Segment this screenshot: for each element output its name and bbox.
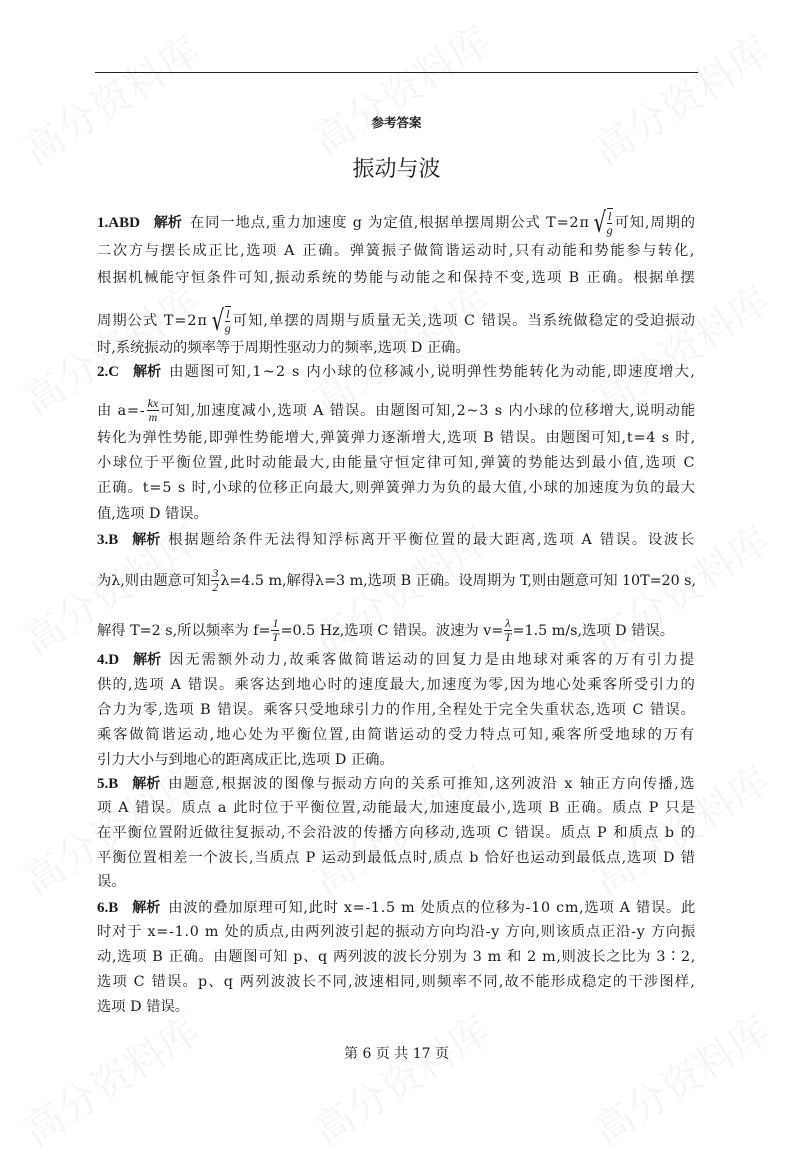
fraction-numerator: 1 (272, 616, 279, 630)
answer-1-line (97, 269, 696, 287)
analysis-label: 解析 (132, 532, 161, 548)
square-root-formula (591, 205, 614, 239)
text-run: λ=4.5 m,解得λ=3 m,选项 B 正确。设周期为 T,则由题意可知 10T=20 s, (220, 572, 696, 589)
watermark-text (11, 1000, 210, 1157)
answer-5-line (97, 799, 696, 817)
text-run: 在同一地点,重力加速度 g 为定值,根据单摆周期公式 T=2π (189, 214, 590, 231)
fraction-numerator: λ (505, 616, 511, 630)
answer-4-line (97, 726, 696, 744)
answer-6-line (97, 899, 696, 917)
answer-4-line (97, 651, 696, 669)
text-run: 因无需额外动力,故乘客做简谐运动的回复力是由地球对乘客的万有引力提 (169, 652, 696, 668)
answer-2-line (97, 454, 696, 472)
answer-6-line (97, 948, 696, 966)
text-run: 误。 (97, 874, 126, 890)
answer-2-line (97, 479, 696, 497)
text-run: 乘客做简谐运动,地心处为平衡位置,由简谐运动的受力特点可知,乘客所受地球的万有 (97, 727, 696, 743)
fraction-denominator: 2 (212, 580, 219, 594)
text-run: 可知,加速度减小,选项 A 错误。由题图可知,2~3 s 内小球的位移增大,说明动能 (160, 402, 696, 419)
answer-6-line (97, 998, 696, 1016)
text-run: 由题意,根据波的图像与振动方向的关系可推知,这列波沿 x 轴正方向传播,选 (168, 776, 696, 792)
answer-1-line (97, 303, 696, 337)
fraction-numerator: l (226, 307, 230, 321)
analysis-label: 解析 (153, 214, 182, 231)
text-run: 根据机械能守恒条件可知,振动系统的势能与动能之和保持不变,选项 B 正确。根据单摆 (97, 270, 696, 286)
answer-2-line (97, 429, 696, 447)
answer-number: 5.B (97, 776, 119, 792)
text-run: 时对于 x=-1.0 m 处的质点,由两列波引起的振动方向均沿-y 方向,则该质点正沿-y 方向振 (97, 924, 696, 940)
text-run: =1.5 m/s,选项 D 错误。 (512, 622, 675, 639)
fraction (271, 617, 279, 644)
fraction (147, 397, 160, 424)
fraction-denominator: T (504, 630, 512, 644)
text-run: 时,系统振动的频率等于周期性驱动力的频率,选项 D 正确。 (97, 340, 470, 356)
answer-5-line (97, 824, 696, 842)
section-subtitle: 参考答案 (371, 115, 422, 130)
answer-6-line (97, 973, 696, 991)
answer-4-line (97, 701, 696, 719)
text-run: 合力为零,选项 B 错误。乘客只受地球引力的作用,全程处于完全失重状态,选项 C 错误。 (97, 702, 696, 718)
text-run: 值,选项 D 错误。 (97, 506, 208, 522)
text-run: 动,选项 B 正确。由题图可知 p、q 两列波的波长分别为 3 m 和 2 m,则波长之比为 3∶2, (97, 949, 696, 965)
text-run: 根据题给条件无法得知浮标离开平衡位置的最大距离,选项 A 错误。设波长 (168, 532, 696, 548)
text-run: 二次方与摆长成正比,选项 A 正确。弹簧振子做简谐运动时,只有动能和势能参与转化, (97, 243, 696, 259)
text-run: 由 a=- (97, 402, 146, 419)
analysis-label: 解析 (132, 776, 161, 792)
watermark-text (581, 1000, 780, 1157)
fraction-numerator: l (607, 209, 612, 223)
answer-1-line (97, 205, 697, 239)
page-footer: 第 6 页 共 17 页 (344, 1046, 449, 1062)
answer-1-line (97, 339, 696, 357)
answer-number: 2.C (97, 364, 120, 380)
answer-4-line (97, 751, 696, 769)
fraction (211, 567, 219, 594)
fraction-numerator: 3 (212, 566, 219, 580)
answer-3-line (97, 617, 696, 644)
fraction-denominator: m (148, 410, 158, 424)
fraction-numerator: kx (147, 396, 159, 410)
text-run: 由题图可知,1~2 s 内小球的位移减小,说明弹性势能转化为动能,即速度增大, (169, 364, 696, 380)
answer-number: 1.ABD (97, 214, 140, 231)
radical-sign: √ (593, 205, 606, 239)
analysis-label: 解析 (133, 364, 162, 380)
answer-2-line (97, 505, 696, 523)
answer-5-line (97, 873, 696, 891)
answer-5-line (97, 775, 696, 793)
text-run: 小球位于平衡位置,此时动能最大,由能量守恒定律可知,弹簧的势能达到最小值,选项 C (97, 455, 696, 471)
answer-6-line (97, 923, 696, 941)
text-run: 选项 C 错误。p、q 两列波波长不同,波速相同,则频率不同,故不能形成稳定的干涉图样, (97, 974, 696, 990)
fraction (504, 617, 511, 644)
text-run: 可知,单摆的周期与质量无关,选项 C 错误。当系统做稳定的受迫振动 (232, 312, 696, 329)
answer-number: 4.D (97, 652, 120, 668)
fraction-denominator: g (606, 223, 613, 237)
answer-number: 6.B (97, 900, 119, 916)
page-title: 振动与波 (352, 157, 441, 182)
text-run: 在平衡位置附近做往复振动,不会沿波的传播方向移动,选项 C 错误。质点 P 和质点 b 的 (97, 825, 696, 841)
fraction (225, 306, 231, 335)
watermark-text (301, 10, 500, 167)
text-run: 周期公式 T=2π (97, 312, 208, 329)
text-run: 平衡位置相差一个波长,当质点 P 运动到最低点时,质点 b 恰好也运动到最低点,选项 D 错 (97, 850, 696, 866)
header-rule (95, 72, 698, 73)
analysis-label: 解析 (132, 900, 161, 916)
fraction-denominator: g (224, 321, 231, 335)
text-run: 由波的叠加原理可知,此时 x=-1.5 m 处质点的位移为-10 cm,选项 A 错误。此 (168, 900, 696, 916)
text-run: 选项 D 错误。 (97, 999, 190, 1015)
radical-sign: √ (211, 303, 225, 337)
answer-2-line (97, 397, 696, 424)
answer-4-line (97, 676, 696, 694)
text-run: =0.5 Hz,选项 C 错误。波速为 v= (280, 622, 504, 639)
watermark-text (301, 1000, 500, 1157)
text-run: 为λ,则由题意可知 (97, 572, 211, 589)
text-run: 供的,选项 A 错误。乘客达到地心时的速度最大,加速度为零,因为地心处乘客所受引力的 (97, 677, 696, 693)
fraction (607, 208, 613, 237)
answer-number: 3.B (97, 532, 119, 548)
text-run: 解得 T=2 s,所以频率为 f= (97, 622, 271, 639)
analysis-label: 解析 (133, 652, 162, 668)
square-root-formula (209, 303, 232, 337)
answer-1-line (97, 242, 696, 260)
text-run: 转化为弹性势能,即弹性势能增大,弹簧弹力逐渐增大,选项 B 错误。由题图可知,t=4 s 时, (97, 430, 696, 446)
answer-2-line (97, 363, 696, 381)
answer-3-line (97, 567, 696, 594)
text-run: 可知,周期的 (614, 214, 697, 231)
answer-5-line (97, 849, 696, 867)
fraction-denominator: T (272, 630, 279, 644)
text-run: 引力大小与到地心的距离成正比,选项 D 正确。 (97, 752, 394, 768)
text-run: 正确。t=5 s 时,小球的位移正向最大,则弹簧弹力为负的最大值,小球的加速度为负的最大 (97, 480, 696, 496)
text-run: 项 A 错误。质点 a 此时位于平衡位置,动能最大,加速度最小,选项 B 正确。质点 P 只是 (97, 800, 696, 816)
answer-3-line (97, 531, 696, 549)
